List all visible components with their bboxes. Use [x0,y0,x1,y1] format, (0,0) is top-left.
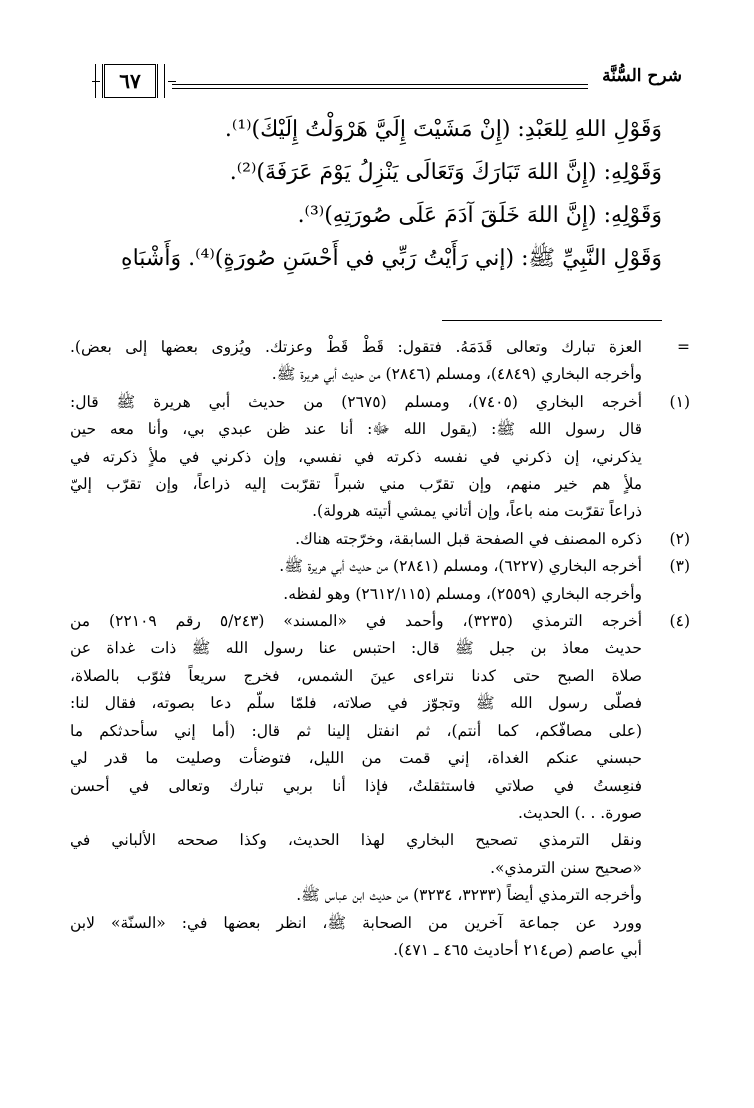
footnote-marker: (٢) [669,529,690,548]
footnotes [70,334,690,964]
footnote-marker: (٣) [669,557,690,576]
footnote-1 [70,389,690,526]
footnote-divider [442,320,662,321]
footnote-line: يذكرني، إن ذكرني في نفسه ذكرته في نفسي، وإن ذكرني في ملأٍ ذكرته في [70,447,642,466]
footnote-line: (على مصافّكم، كما أنتم)، ثم انفتل إلينا ثم قال: (أما إني سأحدثكم ما [70,721,642,740]
footnote-line: ذراعاً تقرّبت منه باعاً، وإن أتاني يمشي أتيته هرولة). [312,502,642,521]
footnote-line: وأخرجه الترمذي أيضاً (٣٢٣٣، ٣٢٣٤) من حديث ابن عباس ﷺ. [296,886,642,905]
footnote-line: فنعِستُ في صلاتي فاستثقلتُ، فإذا أنا بربي تبارك وتعالى في أحسن [70,776,642,795]
footnote-line: ونقل الترمذي تصحيح البخاري لهذا الحديث، وكذا صححه الألباني في [70,831,642,850]
footnote-2 [70,526,690,553]
running-header [92,62,682,102]
footnote-marker: (١) [669,392,690,411]
footnote-line: فصلّى رسول الله ﷺ وتجوّز في صلاته، فلمّا سلّم دعا بصوته، فقال لنا: [70,694,642,713]
footnote-line: أخرجه البخاري (٧٤٠٥)، ومسلم (٢٦٧٥) من حديث أبي هريرة ﷺ قال: [70,392,642,411]
page-box-line-right [168,81,176,82]
footnote-line: وأخرجه البخاري (٤٨٤٩)، ومسلم (٢٨٤٦) من حديث أبي هريرة ﷺ. [271,365,642,384]
page-number: ٦٧ [119,69,141,93]
page-number-box [104,64,156,98]
footnote-line: أبي عاصم (ص٢١٤ أحاديث ٤٦٥ ـ ٤٧١). [393,940,642,959]
main-line: وَقَوْلِهِ: (إِنَّ اللهَ تَبَارَكَ وَتَعَالَى يَنْزِلُ يَوْمَ عَرَفَةَ)⁽²⁾. [229,160,662,185]
footnote-line: العزة تبارك وتعالى قَدَمَهُ. فتقول: قَطْ قَطْ وعزتك. ويُزوى بعضها إلى بعض). [70,338,642,356]
main-line: وَقَوْلِهِ: (إِنَّ اللهَ خَلَقَ آدَمَ عَلَى صُورَتِهِ)⁽³⁾. [297,203,662,228]
main-line: وَقَوْلِ النَّبِيِّ ﷺ: (إني رَأَيْتُ رَبِّي في أَحْسَنِ صُورَةٍ)⁽⁴⁾. وَأَشْبَاهِ [121,246,662,271]
footnote-line: صورة. . .) الحديث. [517,803,642,822]
footnote-line: ملأٍ هم خير منهم، وإن تقرّب مني شبراً تقرّبت إليه ذراعاً، وإن تقرّب إليّ [70,475,642,494]
footnote-continued [70,334,690,389]
footnote-marker: (٤) [669,612,690,631]
footnote-line: أخرجه الترمذي (٣٢٣٥)، وأحمد في «المسند» (٥/٢٤٣ رقم ٢٢١٠٩) من [70,612,643,631]
footnote-line: «صحيح سنن الترمذي». [490,858,642,877]
footnote-4 [70,608,690,964]
main-text [87,108,662,280]
footnote-line: حديث معاذ بن جبل ﷺ قال: احتبس عنا رسول الله ﷺ ذات غداة عن [70,639,642,658]
header-rule-double [172,88,588,89]
footnote-line: وأخرجه البخاري (٢٥٥٩)، ومسلم (٢٦١٢/١١٥) وهو لفظه. [283,584,642,603]
header-rule [172,84,588,85]
footnote-line: أخرجه البخاري (٦٢٢٧)، ومسلم (٢٨٤١) من حديث أبي هريرة ﷺ. [279,557,642,576]
footnote-3 [70,553,690,608]
footnote-line: ذكره المصنف في الصفحة قبل السابقة، وخرّجته هناك. [295,529,642,548]
footnote-line: صلاة الصبح حتى كدنا نتراءى عينَ الشمس، فخرج سريعاً فثوّب بالصلاة، [70,666,642,685]
footnote-line: قال رسول الله ﷺ: (يقول الله ﷻ: أنا عند ظن عبدي بي، وأنا معه حين [70,420,642,439]
footnote-marker: = [677,338,690,356]
footnote-line: وورد عن جماعة آخرين من الصحابة ﷺ، انظر بعضها في: «السنّة» لابن [70,913,642,932]
header-title: شرح السُّنَّة [602,66,682,86]
main-line: وَقَوْلِ اللهِ لِلعَبْدِ: (إِنْ مَشَيْتَ إِلَيَّ هَرْوَلْتُ إِلَيْكَ)⁽¹⁾. [224,117,662,142]
footnote-line: حبسني عنكم الغداة، إني قمت من الليل، فتوضأت وصليت ما قدر لي [70,749,642,768]
